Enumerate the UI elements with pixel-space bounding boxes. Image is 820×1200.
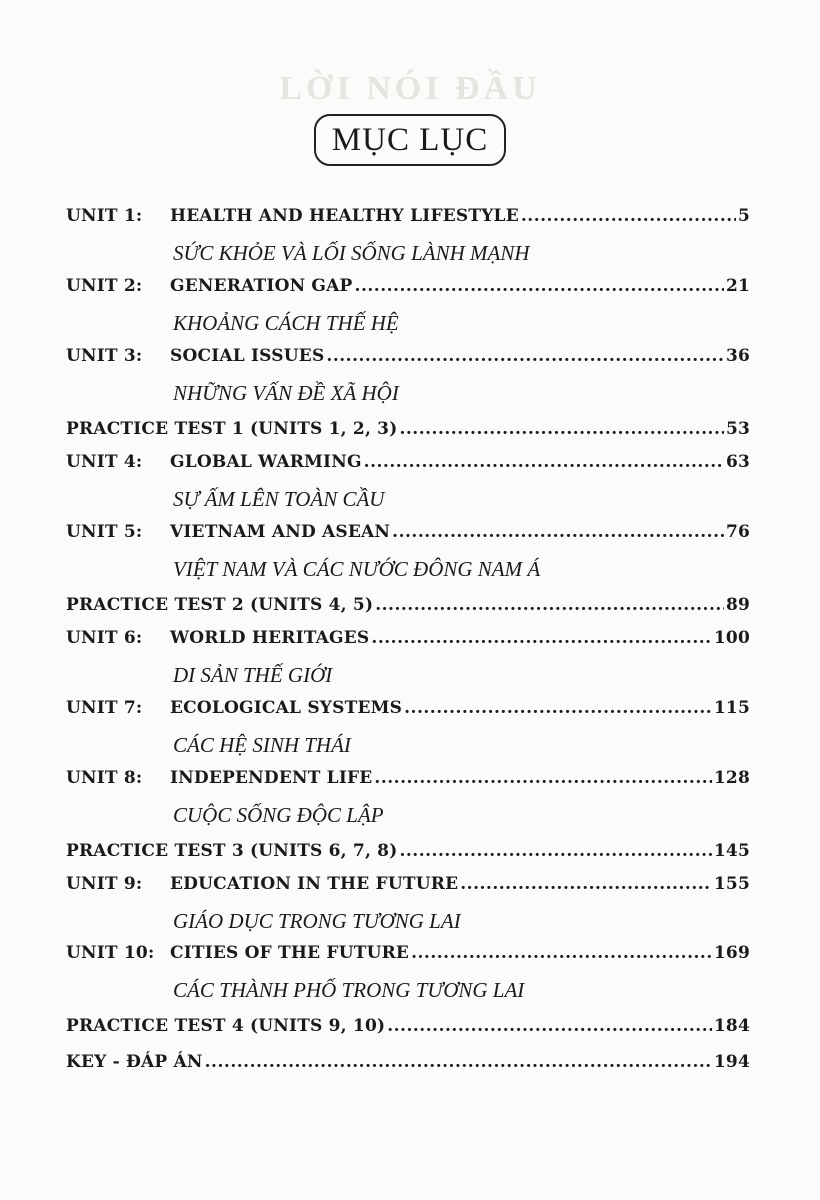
page-number: 36 xyxy=(725,346,750,366)
unit-title: GENERATION GAP xyxy=(170,276,353,296)
unit-label: UNIT 8: xyxy=(66,768,143,788)
toc-entry-unit-10 xyxy=(66,943,750,1013)
page-title: MỤC LỤC xyxy=(314,114,506,166)
unit-label: UNIT 1: xyxy=(66,206,143,226)
leader-dots xyxy=(375,595,724,615)
leader-dots xyxy=(326,346,724,366)
unit-label: UNIT 7: xyxy=(66,698,143,718)
page-number: 5 xyxy=(737,206,750,226)
unit-subtitle: NHỮNG VẤN ĐỀ XÃ HỘI xyxy=(173,381,399,405)
unit-label: UNIT 6: xyxy=(66,628,143,648)
unit-label: UNIT 4: xyxy=(66,452,143,472)
leader-dots xyxy=(364,452,724,472)
page-number: 76 xyxy=(725,522,750,542)
leader-dots xyxy=(404,698,712,718)
unit-subtitle: SỨC KHỎE VÀ LỐI SỐNG LÀNH MẠNH xyxy=(173,241,530,265)
unit-label: UNIT 10: xyxy=(66,943,155,963)
page-number: 21 xyxy=(725,276,750,296)
toc-entry-answer-key xyxy=(66,1049,750,1085)
unit-subtitle: GIÁO DỤC TRONG TƯƠNG LAI xyxy=(173,909,461,933)
leader-dots xyxy=(205,1052,712,1072)
toc-entry-unit-2 xyxy=(66,276,750,346)
page-number: 194 xyxy=(713,1052,750,1072)
page-number: 63 xyxy=(725,452,750,472)
toc-entry-practice-test-4 xyxy=(66,1013,750,1049)
toc-entry-unit-1 xyxy=(66,206,750,276)
toc-entry-unit-3 xyxy=(66,346,750,416)
unit-label: UNIT 2: xyxy=(66,276,143,296)
page-number: 128 xyxy=(713,768,750,788)
page-number: 145 xyxy=(713,841,750,861)
page-number: 184 xyxy=(713,1016,750,1036)
unit-title: EDUCATION IN THE FUTURE xyxy=(170,874,459,894)
toc-entry-practice-test-2 xyxy=(66,592,750,628)
unit-title: SOCIAL ISSUES xyxy=(170,346,325,366)
leader-dots xyxy=(399,841,711,861)
unit-label: UNIT 3: xyxy=(66,346,143,366)
unit-title: WORLD HERITAGES xyxy=(170,628,370,648)
unit-label: UNIT 5: xyxy=(66,522,143,542)
toc-entry-unit-8 xyxy=(66,768,750,838)
page-number: 155 xyxy=(713,874,750,894)
unit-title: ECOLOGICAL SYSTEMS xyxy=(170,698,403,718)
unit-subtitle: CÁC THÀNH PHỐ TRONG TƯƠNG LAI xyxy=(173,978,525,1002)
leader-dots xyxy=(392,522,724,542)
page-number: 53 xyxy=(725,419,750,439)
unit-title: VIETNAM AND ASEAN xyxy=(170,522,391,542)
leader-dots xyxy=(371,628,712,648)
unit-label: UNIT 9: xyxy=(66,874,143,894)
unit-title: INDEPENDENT LIFE xyxy=(170,768,373,788)
toc-entry-unit-5 xyxy=(66,522,750,592)
unit-subtitle: SỰ ẤM LÊN TOÀN CẦU xyxy=(173,487,385,511)
leader-dots xyxy=(399,419,723,439)
leader-dots xyxy=(387,1016,712,1036)
unit-title: HEALTH AND HEALTHY LIFESTYLE xyxy=(170,206,519,226)
practice-title: PRACTICE TEST 1 (UNITS 1, 2, 3) xyxy=(66,419,398,439)
page-number: 100 xyxy=(713,628,750,648)
practice-title: PRACTICE TEST 4 (UNITS 9, 10) xyxy=(66,1016,386,1036)
leader-dots xyxy=(411,943,712,963)
toc-entry-practice-test-3 xyxy=(66,838,750,874)
unit-subtitle: DI SẢN THẾ GIỚI xyxy=(173,663,333,687)
unit-title: CITIES OF THE FUTURE xyxy=(170,943,410,963)
answer-key-title: KEY - ĐÁP ÁN xyxy=(66,1052,203,1072)
page-number: 115 xyxy=(713,698,750,718)
ghost-title-bleedthrough: LỜI NÓI ĐẦU xyxy=(279,70,541,107)
unit-title: GLOBAL WARMING xyxy=(170,452,362,472)
toc-entry-unit-4 xyxy=(66,452,750,522)
practice-title: PRACTICE TEST 3 (UNITS 6, 7, 8) xyxy=(66,841,398,861)
unit-subtitle: KHOẢNG CÁCH THẾ HỆ xyxy=(173,311,399,335)
title-container xyxy=(0,114,820,166)
toc-entry-unit-9 xyxy=(66,874,750,943)
leader-dots xyxy=(355,276,724,296)
toc-entry-unit-6 xyxy=(66,628,750,698)
toc-entry-practice-test-1 xyxy=(66,416,750,452)
unit-subtitle: VIỆT NAM VÀ CÁC NƯỚC ĐÔNG NAM Á xyxy=(173,557,541,581)
unit-subtitle: CUỘC SỐNG ĐỘC LẬP xyxy=(173,803,384,827)
leader-dots xyxy=(460,874,712,894)
leader-dots xyxy=(521,206,736,226)
page-number: 169 xyxy=(713,943,750,963)
unit-subtitle: CÁC HỆ SINH THÁI xyxy=(173,733,351,757)
practice-title: PRACTICE TEST 2 (UNITS 4, 5) xyxy=(66,595,374,615)
table-of-contents xyxy=(66,206,750,1085)
leader-dots xyxy=(374,768,711,788)
toc-entry-unit-7 xyxy=(66,698,750,768)
page-number: 89 xyxy=(725,595,750,615)
